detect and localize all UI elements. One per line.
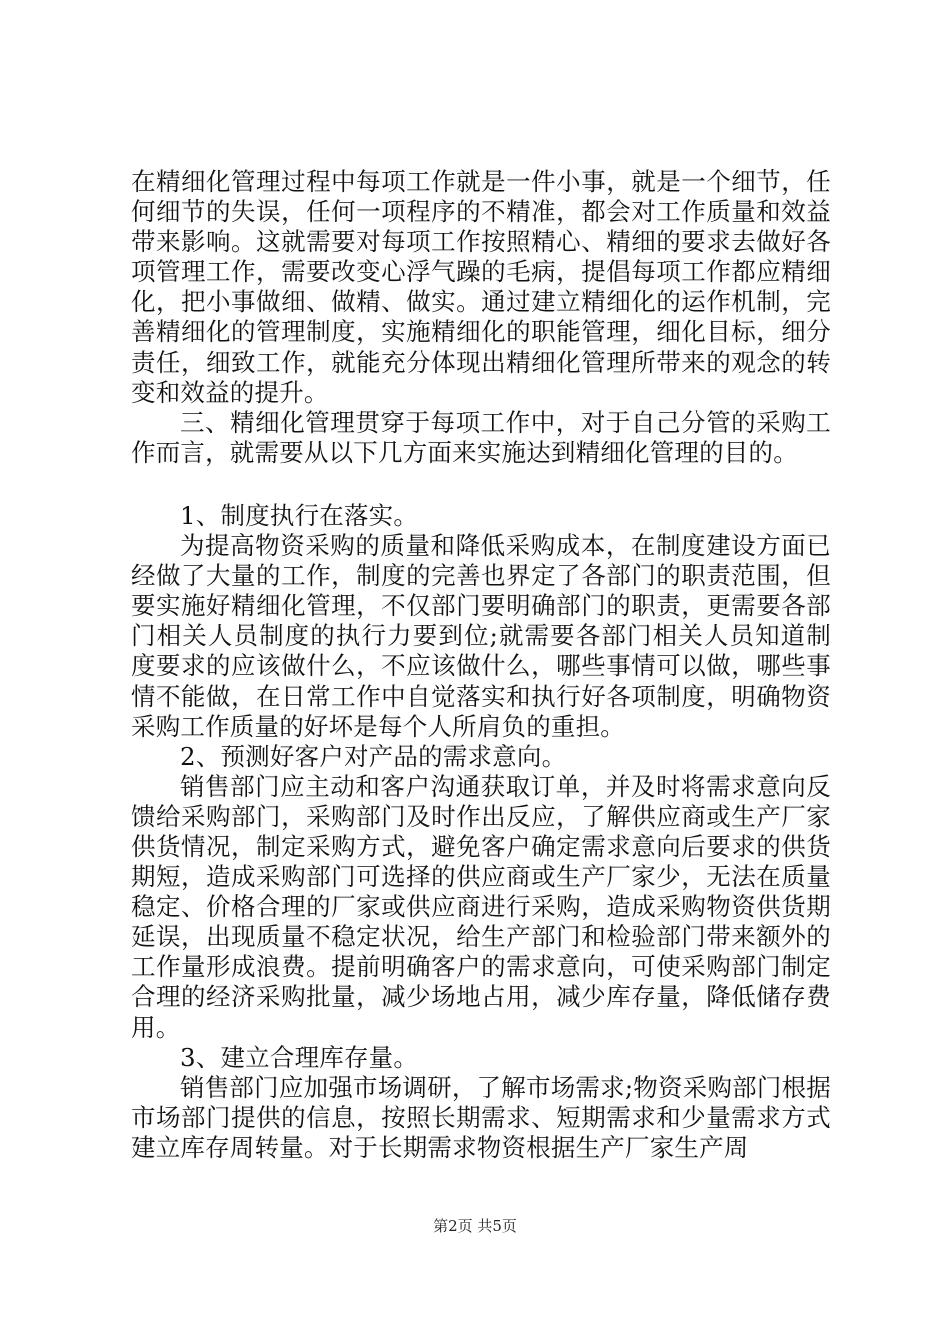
paragraph-1: 在精细化管理过程中每项工作就是一件小事，就是一个细节，任何细节的失误，任何一项程序的不精准，都会对工作质量和效益带来影响。这就需要对每项工作按照精心、精细的要求去做好各项管理工作，需要改变心浮气躁的毛病，提倡每项工作都应精细化，把小事做细、做精、做实。通过建立精细化的运作机制，完善精细化的管理制度，实施精细化的职能管理，细化目标，细分责任，细致工作，就能充分体现出精细化管理所带来的观念的转变和效益的提升。: [131, 167, 831, 407]
paragraph-gap: [131, 468, 831, 501]
document-body: [131, 167, 831, 1163]
paragraph-item-3: 销售部门应加强市场调研，了解市场需求;物资采购部门根据市场部门提供的信息，按照长期需求、短期需求和少量需求方式建立库存周转量。对于长期需求物资根据生产厂家生产周: [131, 1072, 831, 1162]
paragraph-item-2: 销售部门应主动和客户沟通获取订单，并及时将需求意向反馈给采购部门，采购部门及时作出反应，了解供应商或生产厂家供货情况，制定采购方式，避免客户确定需求意向后要求的供货期短，造成采购部门可选择的供应商或生产厂家少，无法在质量稳定、价格合理的厂家或供应商进行采购，造成采购物资供货期延误，出现质量不稳定状况，给生产部门和检验部门带来额外的工作量形成浪费。提前明确客户的需求意向，可使采购部门制定合理的经济采购批量，减少场地占用，减少库存量，降低储存费用。: [131, 771, 831, 1042]
paragraph-section-three: 三、精细化管理贯穿于每项工作中，对于自己分管的采购工作而言，就需要从以下几方面来实施达到精细化管理的目的。: [131, 407, 831, 467]
paragraph-item-1: 为提高物资采购的质量和降低采购成本，在制度建设方面已经做了大量的工作，制度的完善也界定了各部门的职责范围，但要实施好精细化管理，不仅部门要明确部门的职责，更需要各部门相关人员制度的执行力要到位;就需要各部门相关人员知道制度要求的应该做什么，不应该做什么，哪些事情可以做，哪些事情不能做，在日常工作中自觉落实和执行好各项制度，明确物资采购工作质量的好坏是每个人所肩负的重担。: [131, 531, 831, 741]
page-number-footer: 第2页 共5页: [433, 1217, 517, 1235]
heading-item-1: 1、制度执行在落实。: [180, 500, 419, 530]
heading-item-2: 2、预测好客户对产品的需求意向。: [180, 741, 567, 771]
heading-item-3: 3、建立合理库存量。: [180, 1042, 419, 1072]
